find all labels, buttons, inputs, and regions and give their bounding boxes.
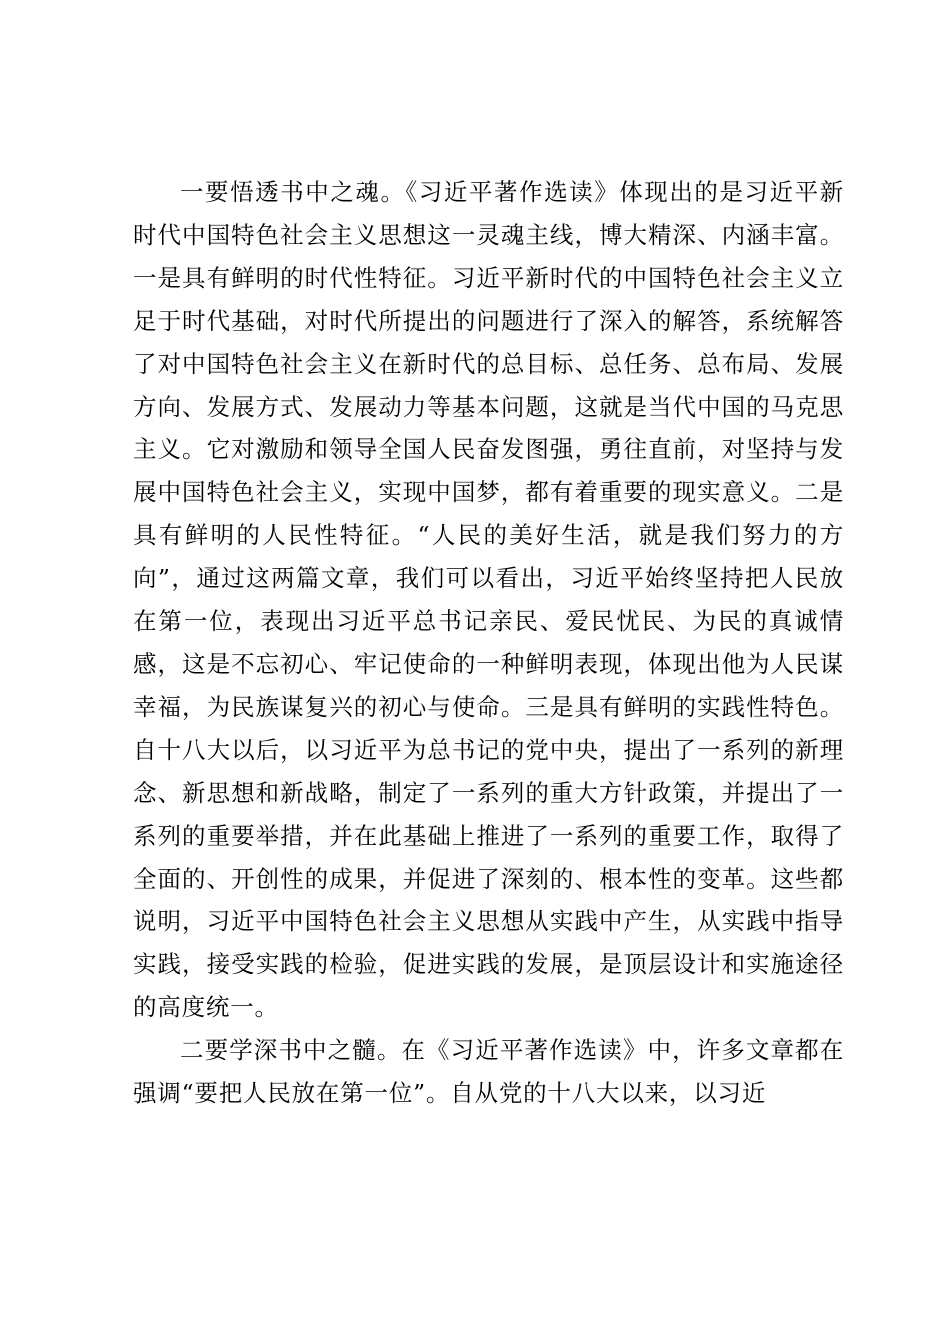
body-text [133,171,844,1115]
paragraph-2: 二要学深书中之髓。在《习近平著作选读》中，许多文章都在强调“要把人民放在第一位”。自从党的十八大以来，以习近 [133,1036,844,1108]
paragraph-1: 一要悟透书中之魂。《习近平著作选读》体现出的是习近平新时代中国特色社会主义思想这一灵魂主线，博大精深、内涵丰富。一是具有鲜明的时代性特征。习近平新时代的中国特色社会主义立足于时代基础，对时代所提出的问题进行了深入的解答，系统解答了对中国特色社会主义在新时代的总目标、总任务、总布局、发展方向、发展方式、发展动力等基本问题，这就是当代中国的马克思主义。它对激励和领导全国人民奋发图强，勇往直前，对坚持与发展中国特色社会主义，实现中国梦，都有着重要的现实意义。二是具有鲜明的人民性特征。“人民的美好生活，就是我们努力的方向”，通过这两篇文章，我们可以看出，习近平始终坚持把人民放在第一位，表现出习近平总书记亲民、爱民忧民、为民的真诚情感，这是不忘初心、牢记使命的一种鲜明表现，体现出他为人民谋幸福，为民族谋复兴的初心与使命。三是具有鲜明的实践性特色。自十八大以后，以习近平为总书记的党中央，提出了一系列的新理念、新思想和新战略，制定了一系列的重大方针政策，并提出了一系列的重要举措，并在此基础上推进了一系列的重要工作，取得了全面的、开创性的成果，并促进了深刻的、根本性的变革。这些都说明，习近平中国特色社会主义思想从实践中产生，从实践中指导实践，接受实践的检验，促进实践的发展，是顶层设计和实施途径的高度统一。 [133,178,844,1022]
